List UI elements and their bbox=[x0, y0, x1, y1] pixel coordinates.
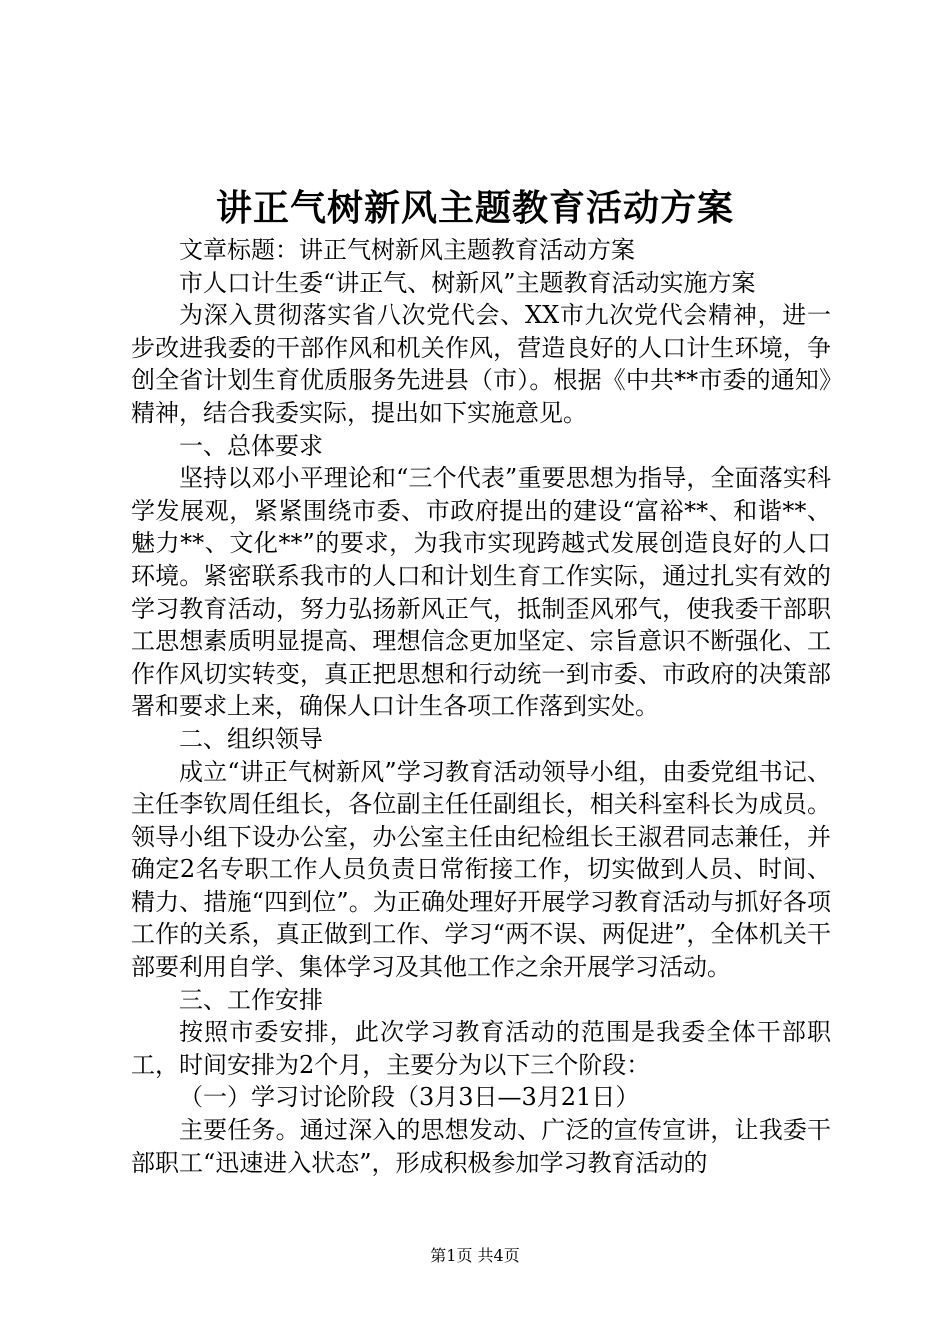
document-title: 讲正气树新风主题教育活动方案 bbox=[215, 187, 734, 229]
section-heading-organization: 二、组织领导 bbox=[179, 724, 323, 753]
main-tasks-paragraph: 主要任务。通过深入的思想发动、广泛的宣传宣讲，让我委干部职工“迅速进入状态”，形成积极参加学习教育活动的 bbox=[131, 1116, 831, 1177]
article-title-line: 文章标题：讲正气树新风主题教育活动方案 bbox=[179, 236, 635, 264]
section-heading-work-arrangement: 三、工作安排 bbox=[179, 985, 323, 1014]
stage-one-heading: （一）学习讨论阶段（3月3日—3月21日） bbox=[179, 1083, 640, 1112]
page-footer: 第1页 共4页 bbox=[430, 1246, 520, 1265]
document-body bbox=[131, 234, 831, 1179]
organization-paragraph: 成立“讲正气树新风”学习教育活动领导小组，由委党组书记、主任李钦周任组长，各位副主任任副组长，相关科室科长为成员。领导小组下设办公室，办公室主任由纪检组长王淑君同志兼任，并确定2名专职工作人员负责日常衔接工作，切实做到人员、时间、精力、措施“四到位”。为正确处理好开展学习教育活动与抓好各项工作的关系，真正做到工作、学习“两不误、两促进”，全体机关干部要利用自学、集体学习及其他工作之余开展学习活动。 bbox=[131, 757, 831, 982]
intro-paragraph: 为深入贯彻落实省八次党代会、XX市九次党代会精神，进一步改进我委的干部作风和机关作风，营造良好的人口计生环境，争创全省计划生育优质服务先进县（市）。根据《中共**市委的通知》精神，结合我委实际，提出如下实施意见。 bbox=[131, 301, 831, 427]
plan-heading: 市人口计生委“讲正气、树新风”主题教育活动实施方案 bbox=[179, 268, 756, 297]
section-heading-general-requirements: 一、总体要求 bbox=[179, 431, 323, 460]
work-arrangement-paragraph: 按照市委安排，此次学习教育活动的范围是我委全体干部职工，时间安排为2个月，主要分为以下三个阶段： bbox=[131, 1018, 831, 1079]
general-requirements-paragraph: 坚持以邓小平理论和“三个代表”重要思想为指导，全面落实科学发展观，紧紧围绕市委、市政府提出的建设“富裕**、和谐**、魅力**、文化**”的要求，为我市实现跨越式发展创造良好的人口环境。紧密联系我市的人口和计划生育工作实际，通过扎实有效的学习教育活动，努力弘扬新风正气，抵制歪风邪气，使我委干部职工思想素质明显提高、理想信念更加坚定、宗旨意识不断强化、工作作风切实转变，真正把思想和行动统一到市委、市政府的决策部署和要求上来，确保人口计生各项工作落到实处。 bbox=[131, 464, 831, 721]
